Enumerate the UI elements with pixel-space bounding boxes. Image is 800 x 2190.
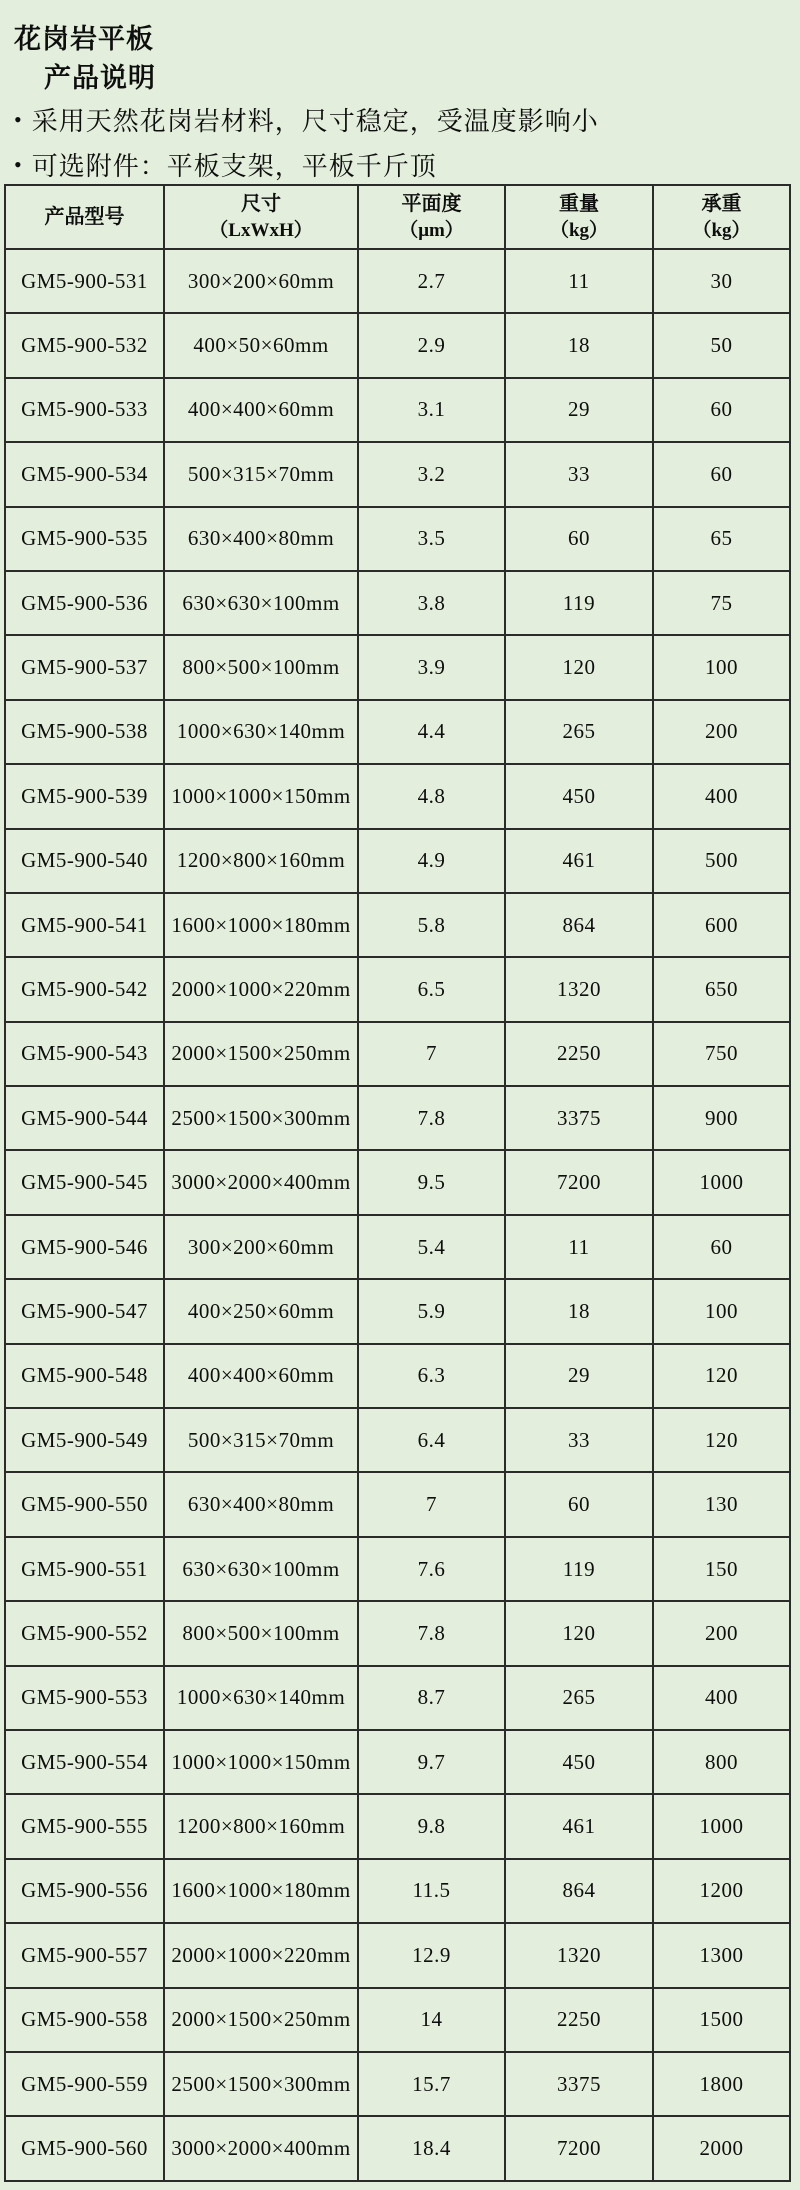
cell-weight: 18 xyxy=(505,313,653,377)
table-row xyxy=(5,700,790,764)
cell-dimensions: 2000×1000×220mm xyxy=(164,1923,358,1987)
cell-flatness: 11.5 xyxy=(358,1859,505,1923)
cell-weight: 450 xyxy=(505,764,653,828)
table-row xyxy=(5,571,790,635)
cell-load: 120 xyxy=(653,1408,790,1472)
cell-model: GM5-900-536 xyxy=(5,571,164,635)
column-header-load xyxy=(653,185,790,249)
cell-load: 60 xyxy=(653,442,790,506)
cell-dimensions: 2500×1500×300mm xyxy=(164,2052,358,2116)
table-row xyxy=(5,829,790,893)
cell-dimensions: 630×630×100mm xyxy=(164,1537,358,1601)
cell-model: GM5-900-550 xyxy=(5,1472,164,1536)
table-row xyxy=(5,1730,790,1794)
cell-load: 120 xyxy=(653,1344,790,1408)
cell-dimensions: 2000×1000×220mm xyxy=(164,957,358,1021)
cell-model: GM5-900-541 xyxy=(5,893,164,957)
column-title: 产品型号 xyxy=(44,205,125,228)
table-row xyxy=(5,313,790,377)
cell-model: GM5-900-560 xyxy=(5,2116,164,2180)
cell-load: 1300 xyxy=(653,1923,790,1987)
cell-model: GM5-900-553 xyxy=(5,1666,164,1730)
cell-flatness: 9.7 xyxy=(358,1730,505,1794)
cell-load: 100 xyxy=(653,1279,790,1343)
cell-flatness: 6.5 xyxy=(358,957,505,1021)
cell-load: 600 xyxy=(653,893,790,957)
cell-load: 900 xyxy=(653,1086,790,1150)
cell-dimensions: 1000×1000×150mm xyxy=(164,1730,358,1794)
cell-dimensions: 300×200×60mm xyxy=(164,1215,358,1279)
cell-model: GM5-900-555 xyxy=(5,1794,164,1858)
column-title: 承重 xyxy=(701,192,742,215)
cell-dimensions: 1000×630×140mm xyxy=(164,1666,358,1730)
table-row xyxy=(5,1666,790,1730)
cell-dimensions: 500×315×70mm xyxy=(164,1408,358,1472)
cell-flatness: 3.8 xyxy=(358,571,505,635)
cell-model: GM5-900-552 xyxy=(5,1601,164,1665)
cell-model: GM5-900-545 xyxy=(5,1150,164,1214)
table-row xyxy=(5,1537,790,1601)
cell-dimensions: 630×630×100mm xyxy=(164,571,358,635)
cell-flatness: 7.6 xyxy=(358,1537,505,1601)
cell-model: GM5-900-557 xyxy=(5,1923,164,1987)
cell-model: GM5-900-551 xyxy=(5,1537,164,1601)
cell-load: 750 xyxy=(653,1022,790,1086)
column-header-weight xyxy=(505,185,653,249)
cell-dimensions: 2000×1500×250mm xyxy=(164,1022,358,1086)
cell-dimensions: 1600×1000×180mm xyxy=(164,893,358,957)
cell-weight: 33 xyxy=(505,442,653,506)
table-row xyxy=(5,957,790,1021)
cell-load: 75 xyxy=(653,571,790,635)
table-row xyxy=(5,1408,790,1472)
table-header-row xyxy=(5,185,790,249)
cell-flatness: 7.8 xyxy=(358,1086,505,1150)
cell-load: 800 xyxy=(653,1730,790,1794)
cell-flatness: 4.4 xyxy=(358,700,505,764)
cell-flatness: 9.5 xyxy=(358,1150,505,1214)
cell-load: 2000 xyxy=(653,2116,790,2180)
cell-model: GM5-900-554 xyxy=(5,1730,164,1794)
feature-bullet-1 xyxy=(14,101,599,138)
cell-weight: 119 xyxy=(505,1537,653,1601)
cell-load: 60 xyxy=(653,378,790,442)
cell-weight: 3375 xyxy=(505,2052,653,2116)
cell-dimensions: 500×315×70mm xyxy=(164,442,358,506)
section-subtitle: 产品说明 xyxy=(44,63,156,93)
cell-model: GM5-900-548 xyxy=(5,1344,164,1408)
column-title: 尺寸 xyxy=(241,192,281,215)
cell-model: GM5-900-533 xyxy=(5,378,164,442)
cell-model: GM5-900-546 xyxy=(5,1215,164,1279)
cell-flatness: 6.3 xyxy=(358,1344,505,1408)
table-row xyxy=(5,442,790,506)
cell-weight: 29 xyxy=(505,1344,653,1408)
cell-weight: 864 xyxy=(505,1859,653,1923)
cell-model: GM5-900-539 xyxy=(5,764,164,828)
cell-dimensions: 400×400×60mm xyxy=(164,378,358,442)
table-row xyxy=(5,1215,790,1279)
cell-weight: 2250 xyxy=(505,1988,653,2052)
cell-weight: 450 xyxy=(505,1730,653,1794)
cell-flatness: 2.7 xyxy=(358,249,505,313)
cell-dimensions: 800×500×100mm xyxy=(164,1601,358,1665)
cell-flatness: 4.8 xyxy=(358,764,505,828)
cell-load: 200 xyxy=(653,1601,790,1665)
cell-flatness: 7 xyxy=(358,1472,505,1536)
table-row xyxy=(5,1988,790,2052)
cell-load: 65 xyxy=(653,507,790,571)
cell-model: GM5-900-544 xyxy=(5,1086,164,1150)
cell-weight: 2250 xyxy=(505,1022,653,1086)
cell-load: 400 xyxy=(653,1666,790,1730)
page-title: 花岗岩平板 xyxy=(14,24,154,54)
cell-load: 30 xyxy=(653,249,790,313)
cell-model: GM5-900-543 xyxy=(5,1022,164,1086)
cell-flatness: 5.4 xyxy=(358,1215,505,1279)
cell-load: 1000 xyxy=(653,1150,790,1214)
cell-model: GM5-900-542 xyxy=(5,957,164,1021)
table-row xyxy=(5,249,790,313)
bullet-icon: • xyxy=(14,106,23,132)
cell-weight: 120 xyxy=(505,1601,653,1665)
column-unit: （kg） xyxy=(549,219,609,241)
cell-weight: 60 xyxy=(505,1472,653,1536)
cell-model: GM5-900-540 xyxy=(5,829,164,893)
cell-weight: 7200 xyxy=(505,2116,653,2180)
cell-load: 100 xyxy=(653,635,790,699)
cell-load: 1000 xyxy=(653,1794,790,1858)
cell-weight: 265 xyxy=(505,700,653,764)
column-unit: （LxWxH） xyxy=(209,219,313,241)
cell-weight: 265 xyxy=(505,1666,653,1730)
table-row xyxy=(5,1022,790,1086)
cell-dimensions: 400×50×60mm xyxy=(164,313,358,377)
cell-load: 200 xyxy=(653,700,790,764)
cell-model: GM5-900-535 xyxy=(5,507,164,571)
cell-load: 130 xyxy=(653,1472,790,1536)
cell-weight: 461 xyxy=(505,1794,653,1858)
cell-flatness: 3.1 xyxy=(358,378,505,442)
cell-dimensions: 2500×1500×300mm xyxy=(164,1086,358,1150)
cell-model: GM5-900-534 xyxy=(5,442,164,506)
cell-model: GM5-900-531 xyxy=(5,249,164,313)
cell-flatness: 14 xyxy=(358,1988,505,2052)
cell-load: 400 xyxy=(653,764,790,828)
cell-weight: 3375 xyxy=(505,1086,653,1150)
column-header-flatness xyxy=(358,185,505,249)
cell-dimensions: 630×400×80mm xyxy=(164,507,358,571)
cell-flatness: 5.8 xyxy=(358,893,505,957)
cell-flatness: 2.9 xyxy=(358,313,505,377)
column-unit: （kg） xyxy=(692,219,751,241)
table-row xyxy=(5,1923,790,1987)
cell-model: GM5-900-559 xyxy=(5,2052,164,2116)
table-row xyxy=(5,2116,790,2180)
cell-flatness: 5.9 xyxy=(358,1279,505,1343)
cell-weight: 29 xyxy=(505,378,653,442)
table-row xyxy=(5,1859,790,1923)
cell-weight: 18 xyxy=(505,1279,653,1343)
cell-dimensions: 630×400×80mm xyxy=(164,1472,358,1536)
cell-dimensions: 300×200×60mm xyxy=(164,249,358,313)
cell-model: GM5-900-537 xyxy=(5,635,164,699)
cell-weight: 461 xyxy=(505,829,653,893)
cell-load: 1200 xyxy=(653,1859,790,1923)
cell-model: GM5-900-558 xyxy=(5,1988,164,2052)
cell-model: GM5-900-532 xyxy=(5,313,164,377)
cell-flatness: 12.9 xyxy=(358,1923,505,1987)
product-spec-table xyxy=(4,184,791,2182)
cell-flatness: 15.7 xyxy=(358,2052,505,2116)
cell-weight: 11 xyxy=(505,1215,653,1279)
cell-dimensions: 3000×2000×400mm xyxy=(164,2116,358,2180)
column-header-dimensions xyxy=(164,185,358,249)
cell-dimensions: 1000×630×140mm xyxy=(164,700,358,764)
table-row xyxy=(5,1601,790,1665)
bullet-text: 可选附件：平板支架，平板千斤顶 xyxy=(31,152,437,181)
cell-model: GM5-900-547 xyxy=(5,1279,164,1343)
cell-flatness: 3.5 xyxy=(358,507,505,571)
cell-flatness: 8.7 xyxy=(358,1666,505,1730)
table-row xyxy=(5,1794,790,1858)
cell-load: 50 xyxy=(653,313,790,377)
cell-model: GM5-900-549 xyxy=(5,1408,164,1472)
cell-weight: 120 xyxy=(505,635,653,699)
cell-weight: 119 xyxy=(505,571,653,635)
cell-weight: 11 xyxy=(505,249,653,313)
table-row xyxy=(5,2052,790,2116)
cell-dimensions: 3000×2000×400mm xyxy=(164,1150,358,1214)
column-unit: （μm） xyxy=(399,219,464,241)
cell-weight: 1320 xyxy=(505,1923,653,1987)
cell-dimensions: 1600×1000×180mm xyxy=(164,1859,358,1923)
cell-weight: 1320 xyxy=(505,957,653,1021)
cell-flatness: 3.9 xyxy=(358,635,505,699)
cell-flatness: 18.4 xyxy=(358,2116,505,2180)
cell-dimensions: 1000×1000×150mm xyxy=(164,764,358,828)
cell-dimensions: 800×500×100mm xyxy=(164,635,358,699)
feature-bullet-2 xyxy=(14,146,437,183)
cell-weight: 7200 xyxy=(505,1150,653,1214)
cell-load: 500 xyxy=(653,829,790,893)
cell-flatness: 6.4 xyxy=(358,1408,505,1472)
cell-flatness: 4.9 xyxy=(358,829,505,893)
cell-model: GM5-900-556 xyxy=(5,1859,164,1923)
cell-dimensions: 400×400×60mm xyxy=(164,1344,358,1408)
bullet-text: 采用天然花岗岩材料，尺寸稳定，受温度影响小 xyxy=(31,107,599,136)
cell-model: GM5-900-538 xyxy=(5,700,164,764)
cell-load: 1500 xyxy=(653,1988,790,2052)
cell-flatness: 7.8 xyxy=(358,1601,505,1665)
cell-flatness: 3.2 xyxy=(358,442,505,506)
cell-weight: 33 xyxy=(505,1408,653,1472)
cell-flatness: 9.8 xyxy=(358,1794,505,1858)
cell-dimensions: 1200×800×160mm xyxy=(164,1794,358,1858)
cell-load: 1800 xyxy=(653,2052,790,2116)
cell-dimensions: 400×250×60mm xyxy=(164,1279,358,1343)
column-title: 平面度 xyxy=(401,192,462,215)
table-row xyxy=(5,893,790,957)
table-row xyxy=(5,507,790,571)
cell-weight: 60 xyxy=(505,507,653,571)
bullet-icon: • xyxy=(14,151,23,177)
cell-load: 150 xyxy=(653,1537,790,1601)
cell-load: 650 xyxy=(653,957,790,1021)
column-title: 重量 xyxy=(559,192,599,215)
table-row xyxy=(5,1279,790,1343)
cell-dimensions: 1200×800×160mm xyxy=(164,829,358,893)
cell-flatness: 7 xyxy=(358,1022,505,1086)
table-row xyxy=(5,1086,790,1150)
column-header-model xyxy=(5,185,164,249)
cell-weight: 864 xyxy=(505,893,653,957)
table-row xyxy=(5,1472,790,1536)
table-row xyxy=(5,635,790,699)
cell-load: 60 xyxy=(653,1215,790,1279)
table-row xyxy=(5,764,790,828)
table-row xyxy=(5,378,790,442)
table-row xyxy=(5,1150,790,1214)
table-row xyxy=(5,1344,790,1408)
cell-dimensions: 2000×1500×250mm xyxy=(164,1988,358,2052)
